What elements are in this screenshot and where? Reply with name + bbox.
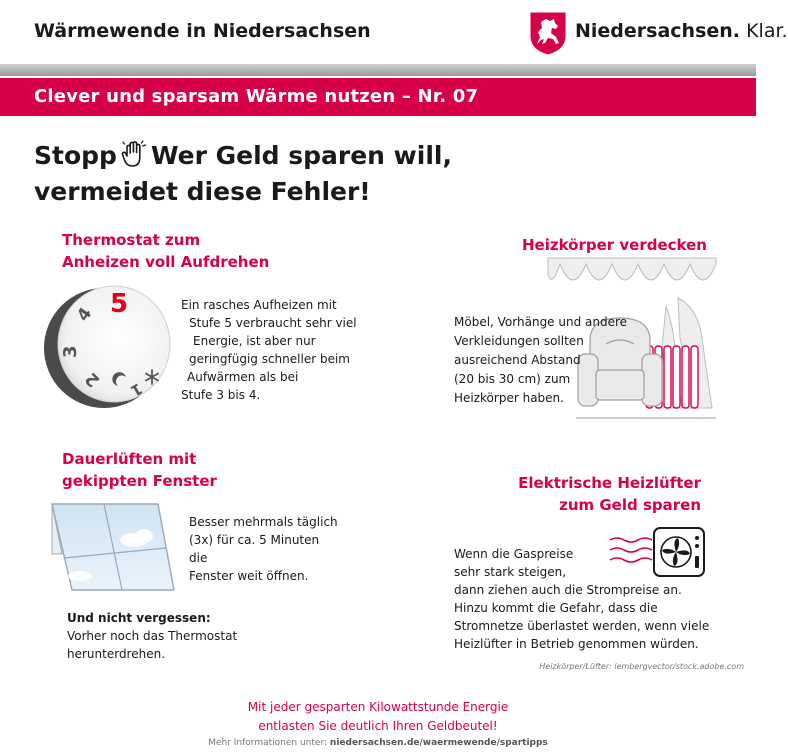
more-info-label: Mehr Informationen unter: — [208, 738, 328, 748]
ventilation-text-line: die — [189, 551, 208, 565]
ventilation-text-line: (3x) für ca. 5 Minuten — [189, 533, 320, 547]
radiator-text-line: (20 bis 30 cm) zum — [454, 372, 571, 386]
heater-title — [518, 472, 701, 516]
divider-bar — [0, 64, 756, 76]
logo-bold-text: Niedersachsen. — [575, 20, 741, 42]
footer-more-info — [0, 738, 756, 748]
footer-line-2: entlasten Sie deutlich Ihren Geldbeutel! — [258, 719, 498, 733]
thermostat-title — [62, 229, 269, 273]
thermostat-text — [181, 296, 357, 404]
curtain-valance — [548, 258, 716, 280]
heater-text — [454, 545, 709, 653]
thermostat-text-line: Stufe 5 verbraucht sehr viel — [189, 316, 357, 330]
thermostat-title-line-2: Anheizen voll Aufdrehen — [62, 253, 270, 271]
dial-label-1: 1 — [127, 379, 146, 401]
reminder-block — [67, 609, 237, 663]
ventilation-title — [62, 448, 217, 492]
thermostat-text-line: Energie, ist aber nur — [193, 334, 316, 348]
heater-text-line: Hinzu kommt die Gefahr, dass die — [454, 601, 658, 615]
headline-stopp: Stopp — [34, 141, 117, 170]
ventilation-title-line-1: Dauerlüften mit — [62, 450, 197, 468]
headline-line-1 — [34, 138, 594, 174]
more-info-link[interactable]: niedersachsen.de/waermewende/spartipps — [329, 738, 548, 748]
header-title: Wärmewende in Niedersachsen — [34, 20, 371, 42]
radiator-text-line: ausreichend Abstand — [454, 353, 581, 367]
image-credit: Heizkörper/Lüfter: lembergvector/stock.adobe.com — [539, 662, 744, 671]
ventilation-text-line: Fenster weit öffnen. — [189, 569, 309, 583]
ventilation-text — [189, 513, 338, 585]
heater-title-line-2: zum Geld sparen — [559, 496, 701, 514]
radiator-text — [454, 313, 627, 408]
stop-hand-icon — [121, 140, 147, 168]
ventilation-title-line-2: gekippten Fenster — [62, 472, 217, 490]
dial-label-2: 2 — [81, 368, 105, 391]
heater-text-line: Heizlüfter in Betrieb genommen würden. — [454, 637, 699, 651]
radiator-text-line: Heizkörper haben. — [454, 391, 564, 405]
heater-title-line-1: Elektrische Heizlüfter — [518, 474, 701, 492]
headline-rest: Wer Geld sparen will, — [150, 141, 452, 170]
series-band — [0, 78, 756, 116]
series-title: Clever und sparsam Wärme nutzen – Nr. 07 — [34, 86, 479, 107]
heater-text-line: dann ziehen auch die Strompreise an. — [454, 583, 682, 597]
ventilation-text-line: Besser mehrmals täglich — [189, 515, 338, 529]
dial-label-5: 5 — [110, 289, 129, 319]
reminder-text-line: herunterdrehen. — [67, 647, 166, 661]
thermostat-text-line: Stufe 3 bis 4. — [181, 388, 261, 402]
footer-line-1: Mit jeder gesparten Kilowattstunde Energie — [247, 700, 509, 714]
thermostat-text-line: Aufwärmen als bei — [187, 370, 299, 384]
thermostat-text-line: Ein rasches Aufheizen mit — [181, 298, 337, 312]
reminder-title: Und nicht vergessen: — [67, 611, 211, 625]
thermostat-dial-icon — [42, 282, 172, 412]
reminder-text-line: Vorher noch das Thermostat — [67, 629, 238, 643]
dial-label-3: 3 — [60, 345, 81, 358]
state-logo-text — [575, 20, 788, 42]
dial-label-4: 4 — [73, 304, 97, 326]
logo-regular-text: Klar. — [746, 20, 788, 42]
tilted-window-illustration — [50, 502, 178, 592]
page-headline — [34, 138, 594, 210]
radiator-title: Heizkörper verdecken — [522, 236, 707, 254]
heater-text-line: Stromnetze überlastet werden, wenn viele — [454, 619, 710, 633]
thermostat-title-line-1: Thermostat zum — [62, 231, 201, 249]
horse-coat-of-arms-icon — [528, 10, 568, 56]
heater-text-line: sehr stark steigen, — [454, 565, 567, 579]
radiator-text-line: Verkleidungen sollten — [454, 334, 584, 348]
heater-text-line: Wenn die Gaspreise — [454, 547, 574, 561]
thermostat-text-line: geringfügig schneller beim — [189, 352, 350, 366]
headline-line-2: vermeidet diese Fehler! — [34, 177, 371, 206]
radiator-text-line: Möbel, Vorhänge und andere — [454, 315, 628, 329]
footer-message — [0, 698, 756, 736]
